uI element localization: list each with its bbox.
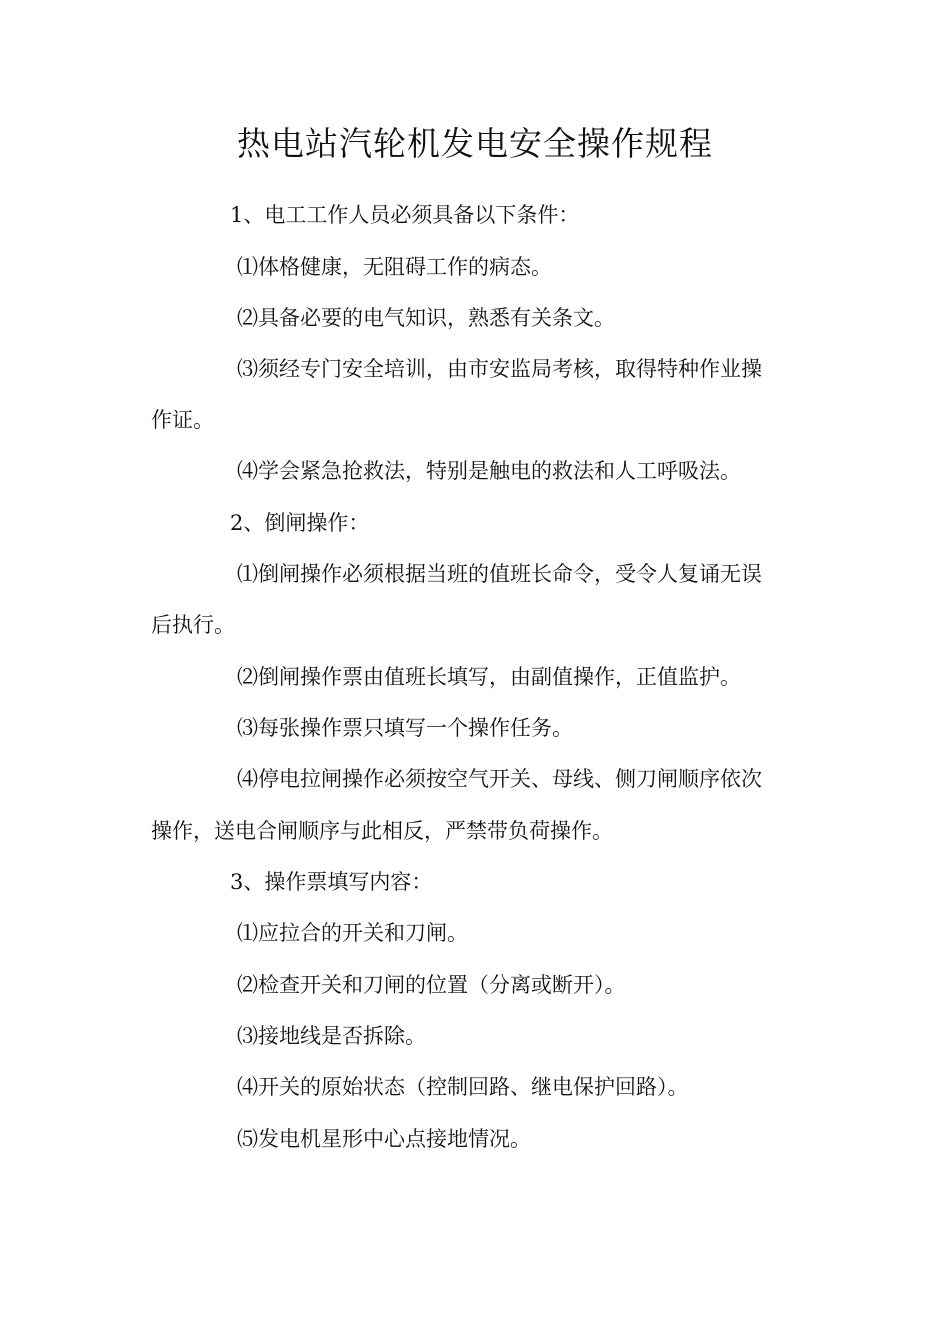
document-title: 热电站汽轮机发电安全操作规程 (237, 124, 713, 163)
paragraph-line: ⑵倒闸操作票由值班长填写，由副值操作，正值监护。 (237, 665, 741, 689)
paragraph-line: ⑵具备必要的电气知识，熟悉有关条文。 (237, 306, 615, 330)
section-heading-1: 1、电工工作人员必须具备以下条件： (230, 203, 580, 227)
paragraph-line: ⑴倒闸操作必须根据当班的值班长命令，受令人复诵无误 (237, 562, 762, 586)
paragraph-line: ⑷停电拉闸操作必须按空气开关、母线、侧刀闸顺序依次 (237, 767, 762, 791)
section-heading-3: 3、操作票填写内容： (230, 870, 433, 894)
paragraph-line-continuation: 操作，送电合闸顺序与此相反，严禁带负荷操作。 (151, 819, 613, 843)
section-heading-2: 2、倒闸操作： (230, 511, 370, 535)
paragraph-line: ⑴体格健康，无阻碍工作的病态。 (237, 255, 552, 279)
paragraph-line-continuation: 后执行。 (151, 613, 235, 637)
paragraph-line: ⑴应拉合的开关和刀闸。 (237, 921, 468, 945)
paragraph-line: ⑵检查开关和刀闸的位置（分离或断开）。 (237, 973, 626, 997)
paragraph-line: ⑸发电机星形中心点接地情况。 (237, 1127, 531, 1151)
paragraph-line: ⑶每张操作票只填写一个操作任务。 (237, 716, 573, 740)
paragraph-line-continuation: 作证。 (151, 408, 214, 432)
paragraph-line: ⑷学会紧急抢救法，特别是触电的救法和人工呼吸法。 (237, 459, 741, 483)
paragraph-line: ⑷开关的原始状态（控制回路、继电保护回路）。 (237, 1075, 689, 1099)
paragraph-line: ⑶须经专门安全培训，由市安监局考核，取得特种作业操 (237, 357, 762, 381)
paragraph-line: ⑶接地线是否拆除。 (237, 1024, 426, 1048)
